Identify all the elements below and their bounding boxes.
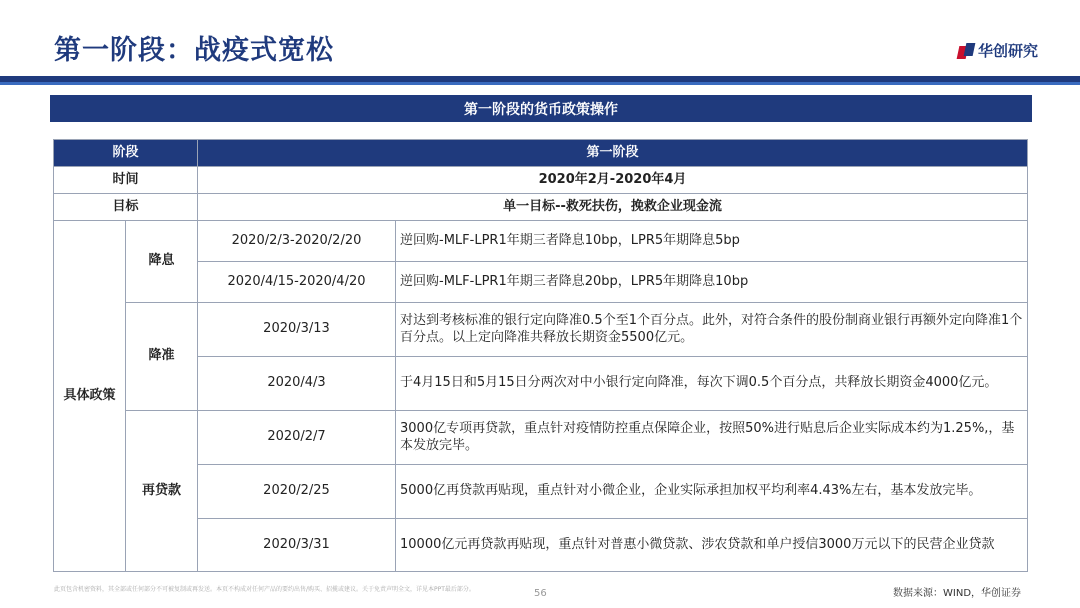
time-label: 时间 [54,167,198,194]
time-row [54,167,1028,194]
row-text: 逆回购-MLF-LPR1年期三者降息10bp，LPR5年期降息5bp [396,221,1028,262]
goal-value: 单一目标--救死扶伤，挽救企业现金流 [198,194,1028,221]
disclaimer-text: 此页包含机密资料，其全部或任何部分不可被复制或再发送。本页不构成对任何产品的要约出售/购买、招揽或建议。关于免责声明全文，详见本PPT最后部分。 [54,586,475,593]
goal-row [54,194,1028,221]
page-title: 第一阶段：战疫式宽松 [54,35,334,66]
row-text: 10000亿元再贷款再贴现，重点针对普惠小微贷款、涉农贷款和单户授信3000万元以下的民营企业贷款 [396,519,1028,572]
data-source: 数据来源：WIND，华创证券 [893,588,1022,599]
row-text: 3000亿专项再贷款，重点针对疫情防控重点保障企业，按照50%进行贴息后企业实际成本约为1.25%,，基本发放完毕。 [396,411,1028,465]
row-date: 2020/2/7 [198,411,396,465]
logo-icon [958,43,974,59]
row-date: 2020/2/25 [198,465,396,519]
row-text: 5000亿再贷款再贴现，重点针对小微企业，企业实际承担加权平均利率4.43%左右，基本发放完毕。 [396,465,1028,519]
policy-table [53,139,1028,572]
time-value: 2020年2月-2020年4月 [198,167,1028,194]
policy-label: 具体政策 [54,221,126,572]
table-row [54,357,1028,411]
section-banner: 第一阶段的货币政策操作 [50,95,1032,122]
brand-logo [958,40,1038,61]
group-rrr-cut: 降准 [126,303,198,411]
table-header-row [54,140,1028,167]
row-date: 2020/2/3-2020/2/20 [198,221,396,262]
table-row [54,465,1028,519]
row-date: 2020/4/3 [198,357,396,411]
table-row [54,262,1028,303]
header-stage-value: 第一阶段 [198,140,1028,167]
group-rate-cut: 降息 [126,221,198,303]
row-text: 于4月15日和5月15日分两次对中小银行定向降准，每次下调0.5个百分点，共释放长期资金4000亿元。 [396,357,1028,411]
logo-text: 华创研究 [978,42,1039,60]
table-row [54,411,1028,465]
table-row [54,519,1028,572]
group-relending: 再贷款 [126,411,198,572]
page-number: 56 [534,588,547,599]
row-text: 对达到考核标准的银行定向降准0.5个至1个百分点。此外，对符合条件的股份制商业银行再额外定向降准1个百分点。以上定向降准共释放长期资金5500亿元。 [396,303,1028,357]
row-date: 2020/3/13 [198,303,396,357]
row-text: 逆回购-MLF-LPR1年期三者降息20bp，LPR5年期降息10bp [396,262,1028,303]
header-stage-label: 阶段 [54,140,198,167]
table-row [54,303,1028,357]
row-date: 2020/4/15-2020/4/20 [198,262,396,303]
row-date: 2020/3/31 [198,519,396,572]
table-row [54,221,1028,262]
goal-label: 目标 [54,194,198,221]
header-divider-accent [0,82,1080,85]
